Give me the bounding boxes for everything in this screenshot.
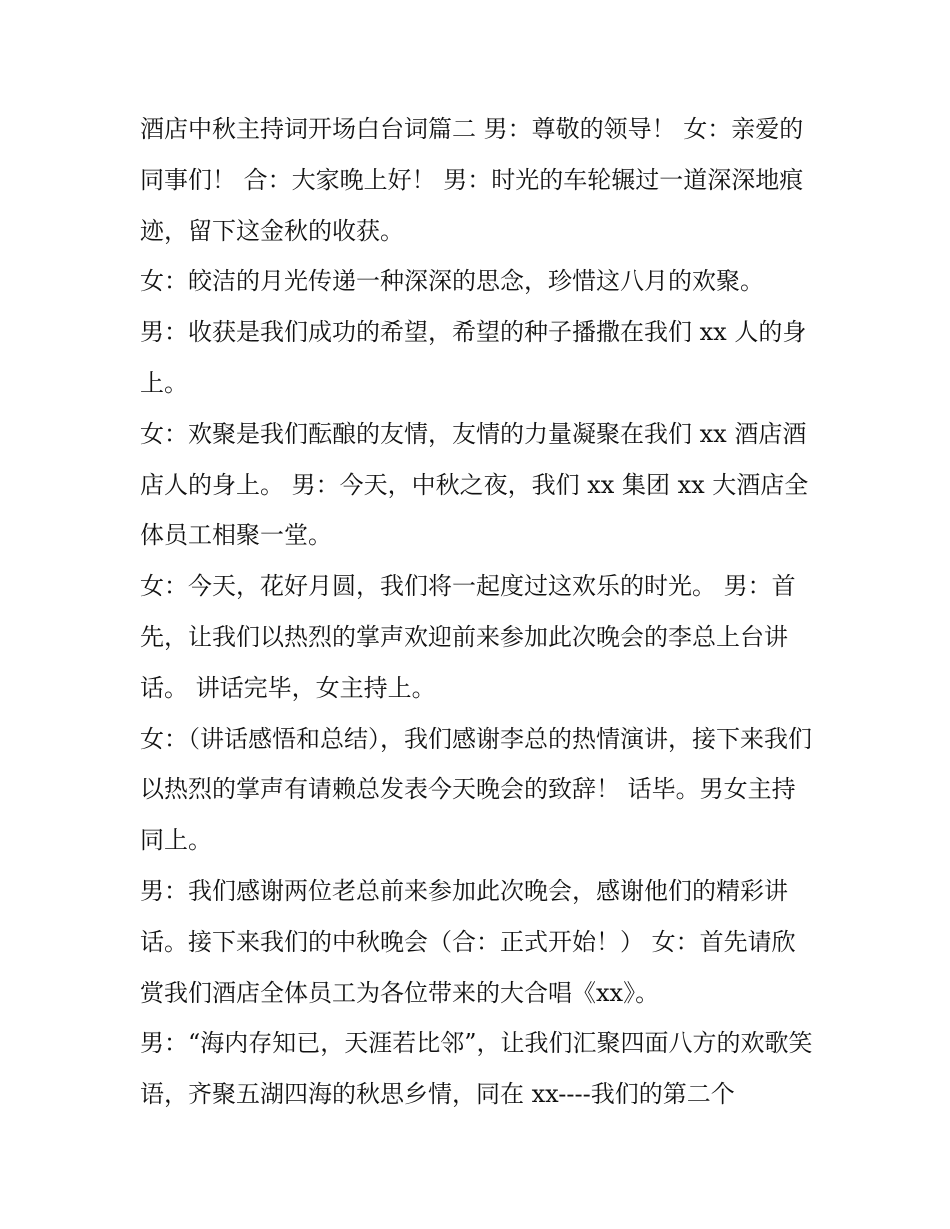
paragraph: 女：（讲话感悟和总结），我们感谢李总的热情演讲，接下来我们以热烈的掌声有请赖总发表今天晚会的致辞！ 话毕。男女主持同上。 <box>140 724 812 855</box>
paragraph: 女：今天，花好月圆，我们将一起度过这欢乐的时光。 男：首先，让我们以热烈的掌声欢迎前来参加此次晚会的李总上台讲话。 讲话完毕，女主持上。 <box>140 572 796 702</box>
paragraph: 女：皎洁的月光传递一种深深的思念，珍惜这八月的欢聚。 <box>140 267 764 296</box>
paragraph: 酒店中秋主持词开场白台词篇二 男：尊敬的领导！ 女：亲爱的同事们！ 合：大家晚上好！ 男：时光的车轮辗过一道深深地痕迹，留下这金秋的收获。 <box>140 115 804 245</box>
paragraph: 男：“海内存知已，天涯若比邻”，让我们汇聚四面八方的欢歌笑语，齐聚五湖四海的秋思乡情，同在 xx----我们的第二个 <box>140 1029 813 1109</box>
paragraph: 女：欢聚是我们酝酿的友情，友情的力量凝聚在我们 xx 酒店酒店人的身上。 男：今天，中秋之夜，我们 xx 集团 xx 大酒店全体员工相聚一堂。 <box>140 419 809 550</box>
paragraph: 男：我们感谢两位老总前来参加此次晚会，感谢他们的精彩讲话。接下来我们的中秋晚会（合：正式开始！） 女：首先请欣赏我们酒店全体员工为各位带来的大合唱《xx》。 <box>140 876 796 1007</box>
paragraph: 男：收获是我们成功的希望，希望的种子播撒在我们 xx 人的身上。 <box>140 318 807 397</box>
document-body <box>140 104 815 1120</box>
